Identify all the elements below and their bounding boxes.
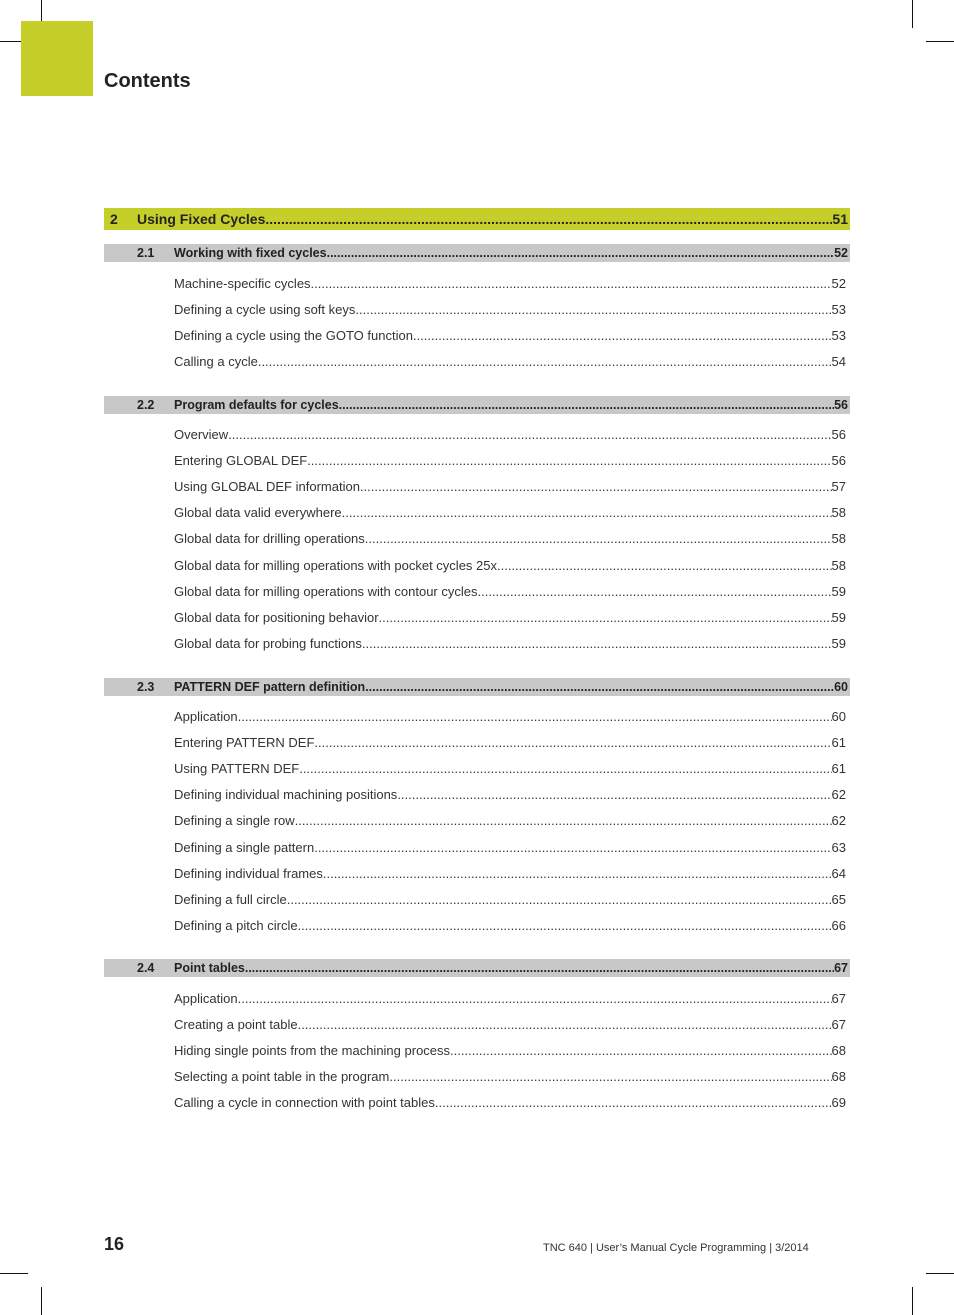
toc-entry-page-number[interactable]: 54 (831, 353, 846, 369)
toc-entry-page-number[interactable]: 52 (831, 275, 846, 291)
dot-leader (238, 991, 832, 1006)
toc-entry[interactable] (104, 758, 850, 778)
toc-entry-page-number[interactable]: 62 (831, 812, 846, 828)
toc-entry[interactable] (104, 502, 850, 522)
toc-entry[interactable] (104, 299, 850, 319)
toc-entry-page-number[interactable]: 65 (831, 891, 846, 907)
toc-entry-title[interactable]: Entering PATTERN DEF (174, 734, 315, 750)
toc-entry-title[interactable]: Using GLOBAL DEF information (174, 478, 360, 494)
toc-entry-page-number[interactable]: 66 (831, 917, 846, 933)
dot-leader (339, 398, 834, 412)
crop-mark (0, 1273, 28, 1274)
toc-entry-page-number[interactable]: 53 (831, 327, 846, 343)
toc-entry-title[interactable]: Defining a full circle (174, 891, 287, 907)
dot-leader (327, 246, 835, 260)
toc-entry-title[interactable]: Defining a single row (174, 812, 295, 828)
toc-entry-page-number[interactable]: 67 (831, 990, 846, 1006)
toc-entry-page-number[interactable]: 59 (831, 635, 846, 651)
section-heading-title[interactable]: Working with fixed cycles (174, 246, 327, 260)
toc-entry-page-number[interactable]: 59 (831, 583, 846, 599)
toc-entry-title[interactable]: Defining a cycle using the GOTO function (174, 327, 413, 343)
toc-entry-title[interactable]: Calling a cycle in connection with point tables (174, 1094, 435, 1110)
toc-entry[interactable] (104, 784, 850, 804)
toc-entry-title[interactable]: Global data for drilling operations (174, 530, 365, 546)
chapter-heading[interactable] (104, 208, 850, 230)
section-heading[interactable] (104, 396, 850, 414)
chapter-heading-page-number[interactable]: 51 (832, 211, 848, 227)
toc-entry-title[interactable]: Defining a single pattern (174, 839, 315, 855)
toc-entry-page-number[interactable]: 69 (831, 1094, 846, 1110)
toc-entry-page-number[interactable]: 56 (831, 426, 846, 442)
dot-leader (228, 427, 831, 442)
dot-leader (287, 892, 832, 907)
toc-entry-page-number[interactable]: 58 (831, 557, 846, 573)
section-heading-number: 2.4 (137, 961, 155, 975)
page-title: Contents (104, 70, 191, 92)
toc-entry-page-number[interactable]: 57 (831, 478, 846, 494)
toc-entry[interactable] (104, 528, 850, 548)
toc-entry-page-number[interactable]: 58 (831, 530, 846, 546)
section-heading-title[interactable]: Point tables (174, 961, 245, 975)
toc-entry-title[interactable]: Global data for probing functions (174, 635, 362, 651)
toc-entry-page-number[interactable]: 58 (831, 504, 846, 520)
toc-entry[interactable] (104, 633, 850, 653)
dot-leader (323, 866, 832, 881)
section-heading-page-number[interactable]: 52 (834, 246, 848, 260)
dot-leader (307, 453, 831, 468)
toc-entry-page-number[interactable]: 68 (831, 1042, 846, 1058)
section-heading-page-number[interactable]: 67 (834, 961, 848, 975)
toc-entry-page-number[interactable]: 68 (831, 1068, 846, 1084)
section-heading-page-number[interactable]: 60 (834, 680, 848, 694)
toc-entry[interactable] (104, 325, 850, 345)
toc-entry-title[interactable]: Selecting a point table in the program (174, 1068, 390, 1084)
toc-entry-title[interactable]: Overview (174, 426, 229, 442)
toc-entry-title[interactable]: Calling a cycle (174, 353, 258, 369)
toc-entry-page-number[interactable]: 60 (831, 708, 846, 724)
toc-entry[interactable] (104, 915, 850, 935)
section-heading-number: 2.2 (137, 398, 155, 412)
section-heading-title[interactable]: PATTERN DEF pattern definition (174, 680, 366, 694)
toc-entry-title[interactable]: Machine-specific cycles (174, 275, 311, 291)
toc-entry[interactable] (104, 988, 850, 1008)
section-heading[interactable] (104, 678, 850, 696)
crop-mark (926, 41, 954, 42)
toc-entry-page-number[interactable]: 61 (831, 734, 846, 750)
toc-entry[interactable] (104, 351, 850, 371)
dot-leader (365, 531, 832, 546)
dot-leader (413, 328, 832, 343)
dot-leader (450, 1043, 832, 1058)
toc-entry[interactable] (104, 1066, 850, 1086)
section-heading-number: 2.3 (137, 680, 155, 694)
dot-leader (238, 709, 832, 724)
toc-entry-title[interactable]: Defining a cycle using soft keys (174, 301, 356, 317)
toc-entry-title[interactable]: Application (174, 708, 238, 724)
dot-leader (362, 636, 832, 651)
toc-entry-title[interactable]: Global data for milling operations with contour cycles (174, 583, 478, 599)
dot-leader (379, 610, 832, 625)
toc-entry-title[interactable]: Using PATTERN DEF (174, 760, 300, 776)
dot-leader (477, 584, 831, 599)
dot-leader (314, 735, 831, 750)
footer-text: TNC 640 | User’s Manual Cycle Programming | 3/2014 (543, 1242, 809, 1254)
crop-mark (41, 1287, 42, 1315)
section-heading[interactable] (104, 959, 850, 977)
toc-entry[interactable] (104, 810, 850, 830)
header-accent-block (21, 21, 93, 96)
toc-entry-title[interactable]: Application (174, 990, 238, 1006)
toc-entry-title[interactable]: Defining individual frames (174, 865, 323, 881)
toc-entry-page-number[interactable]: 64 (831, 865, 846, 881)
toc-entry-page-number[interactable]: 56 (831, 452, 846, 468)
dot-leader (342, 505, 832, 520)
toc-entry[interactable] (104, 706, 850, 726)
section-heading-title[interactable]: Program defaults for cycles (174, 398, 339, 412)
dot-leader (360, 479, 832, 494)
section-heading-number: 2.1 (137, 246, 155, 260)
chapter-heading-title[interactable]: Using Fixed Cycles (137, 211, 266, 227)
dot-leader (314, 840, 831, 855)
toc-entry-page-number[interactable]: 53 (831, 301, 846, 317)
dot-leader (298, 1017, 832, 1032)
dot-leader (298, 918, 832, 933)
dot-leader (265, 211, 832, 227)
dot-leader (299, 761, 831, 776)
dot-leader (497, 558, 832, 573)
toc-entry[interactable] (104, 732, 850, 752)
toc-entry-title[interactable]: Defining individual machining positions (174, 786, 398, 802)
toc-entry[interactable] (104, 607, 850, 627)
toc-entry-title[interactable]: Entering GLOBAL DEF (174, 452, 308, 468)
dot-leader (397, 787, 831, 802)
toc-entry[interactable] (104, 837, 850, 857)
toc-entry-page-number[interactable]: 67 (831, 1016, 846, 1032)
toc-entry-title[interactable]: Creating a point table (174, 1016, 298, 1032)
footer-page-number: 16 (104, 1234, 125, 1254)
toc-entry-page-number[interactable]: 59 (831, 609, 846, 625)
dot-leader (355, 302, 831, 317)
toc-entry[interactable] (104, 450, 850, 470)
crop-mark (912, 1287, 913, 1315)
toc-entry[interactable] (104, 424, 850, 444)
toc-entry-page-number[interactable]: 61 (831, 760, 846, 776)
section-heading-page-number[interactable]: 56 (834, 398, 848, 412)
section-heading[interactable] (104, 244, 850, 262)
toc-entry-title[interactable]: Global data for positioning behavior (174, 609, 379, 625)
toc-entry-page-number[interactable]: 63 (831, 839, 846, 855)
toc-entry-title[interactable]: Global data valid everywhere (174, 504, 342, 520)
dot-leader (365, 680, 834, 694)
toc-entry[interactable] (104, 1092, 850, 1112)
dot-leader (295, 813, 832, 828)
toc-entry-page-number[interactable]: 62 (831, 786, 846, 802)
toc-entry[interactable] (104, 863, 850, 883)
dot-leader (245, 961, 834, 975)
toc-entry[interactable] (104, 889, 850, 909)
toc-entry[interactable] (104, 1040, 850, 1060)
chapter-heading-number: 2 (110, 211, 118, 227)
dot-leader (389, 1069, 831, 1084)
crop-mark (926, 1273, 954, 1274)
toc-entry[interactable] (104, 555, 850, 575)
toc-entry[interactable] (104, 476, 850, 496)
toc-entry-title[interactable]: Hiding single points from the machining process (174, 1042, 451, 1058)
toc-entry-title[interactable]: Defining a pitch circle (174, 917, 298, 933)
toc-entry[interactable] (104, 1014, 850, 1034)
dot-leader (311, 276, 832, 291)
toc-entry-title[interactable]: Global data for milling operations with pocket cycles 25x (174, 557, 497, 573)
toc-entry[interactable] (104, 273, 850, 293)
dot-leader (258, 354, 832, 369)
crop-mark (912, 0, 913, 28)
toc-entry[interactable] (104, 581, 850, 601)
dot-leader (435, 1095, 832, 1110)
